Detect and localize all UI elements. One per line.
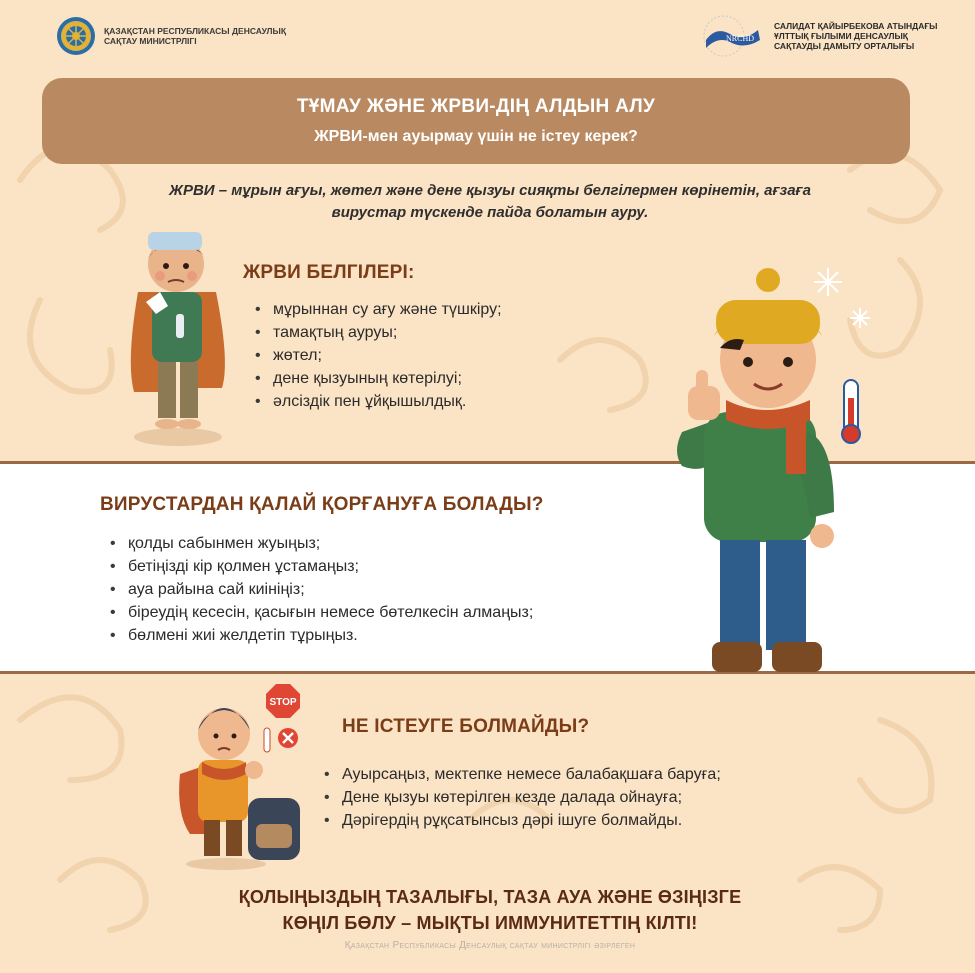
protection-list [108,532,533,647]
list-item: • бетіңізді кір қолмен ұстамаңыз; [108,555,533,578]
list-item: • Дәрігердің рұқсатынсыз дәрі ішуге болмайды. [322,809,721,832]
list-item: • Ауырсаңыз, мектепке немесе балабақшаға баруға; [322,763,721,786]
center-name: САЛИДАТ ҚАЙЫРБЕКОВА АТЫНДАҒЫ ҰЛТТЫҚ ҒЫЛЫМИ ДЕНСАУЛЫҚ САҚТАУДЫ ДАМЫТУ ОРТАЛЫҒЫ [774,21,938,51]
protection-title: ВИРУСТАРДАН ҚАЛАЙ ҚОРҒАНУҒА БОЛАДЫ? [100,494,544,515]
kazakhstan-emblem-icon [56,16,96,56]
closing-line-1: ҚОЛЫҢЫЗДЫҢ ТАЗАЛЫҒЫ, ТАЗА АУА ЖӘНЕ ӨЗІҢІЗГЕ [238,887,742,907]
intro-text: ЖРВИ – мұрын ағуы, жөтел және дене қызуы сияқты белгілермен көрінетін, ағзаға вирустар түскенде пайда болатын ауру. [169,182,811,221]
nrchd-logo-icon [696,14,766,58]
title-banner [42,78,910,164]
snowflake-icon [814,268,870,328]
dont-list [322,763,721,832]
dont-title: НЕ ІСТЕУГЕ БОЛМАЙДЫ? [342,716,590,737]
list-item: • Дене қызуы көтерілген кезде далада ойнауға; [322,786,721,809]
symptoms-list [253,298,502,413]
healthy-boy-illustration [668,262,878,688]
list-item: • тамақтың ауруы; [253,321,502,344]
ministry-logo-block [56,16,294,56]
stop-sign-text: STOP [269,697,297,708]
list-item: • мұрыннан су ағу және түшкіру; [253,298,502,321]
page-title: ТҰМАУ ЖӘНЕ ЖРВИ-ДІҢ АЛДЫН АЛУ [296,96,656,117]
center-logo-block [696,14,954,58]
list-item: • жөтел; [253,344,502,367]
list-item: • бөлмені жиі желдетіп тұрыңыз. [108,624,533,647]
nrchd-logo-text: NRCHD [726,34,755,43]
closing-line-2: КӨҢІЛ БӨЛУ – МЫҚТЫ ИММУНИТЕТТІҢ КІЛТІ! [282,913,698,933]
sick-boy-illustration [118,222,236,448]
symptoms-title: ЖРВИ БЕЛГІЛЕРІ: [243,262,415,283]
page-subtitle: ЖРВИ-мен ауырмау үшін не істеу керек? [314,128,638,145]
list-item: • дене қызуының көтерілуі; [253,367,502,390]
thermometer-icon [842,380,860,443]
sad-boy-illustration [176,674,312,874]
list-item: • ауа райына сай киініңіз; [108,578,533,601]
closing-message [150,884,830,936]
list-item: • біреудің кесесін, қасығын немесе бөтелкесін алмаңыз; [108,601,533,624]
stop-sign-icon [266,684,300,718]
footer-credit: Қазақстан Республикасы Денсаулық сақтау министрлігі әзірлеген [344,940,636,951]
list-item: • әлсіздік пен ұйқышылдық. [253,390,502,413]
list-item: • қолды сабынмен жуыңыз; [108,532,533,555]
ministry-name: ҚАЗАҚСТАН РЕСПУБЛИКАСЫ ДЕНСАУЛЫҚ САҚТАУ МИНИСТРЛІГІ [104,26,287,46]
